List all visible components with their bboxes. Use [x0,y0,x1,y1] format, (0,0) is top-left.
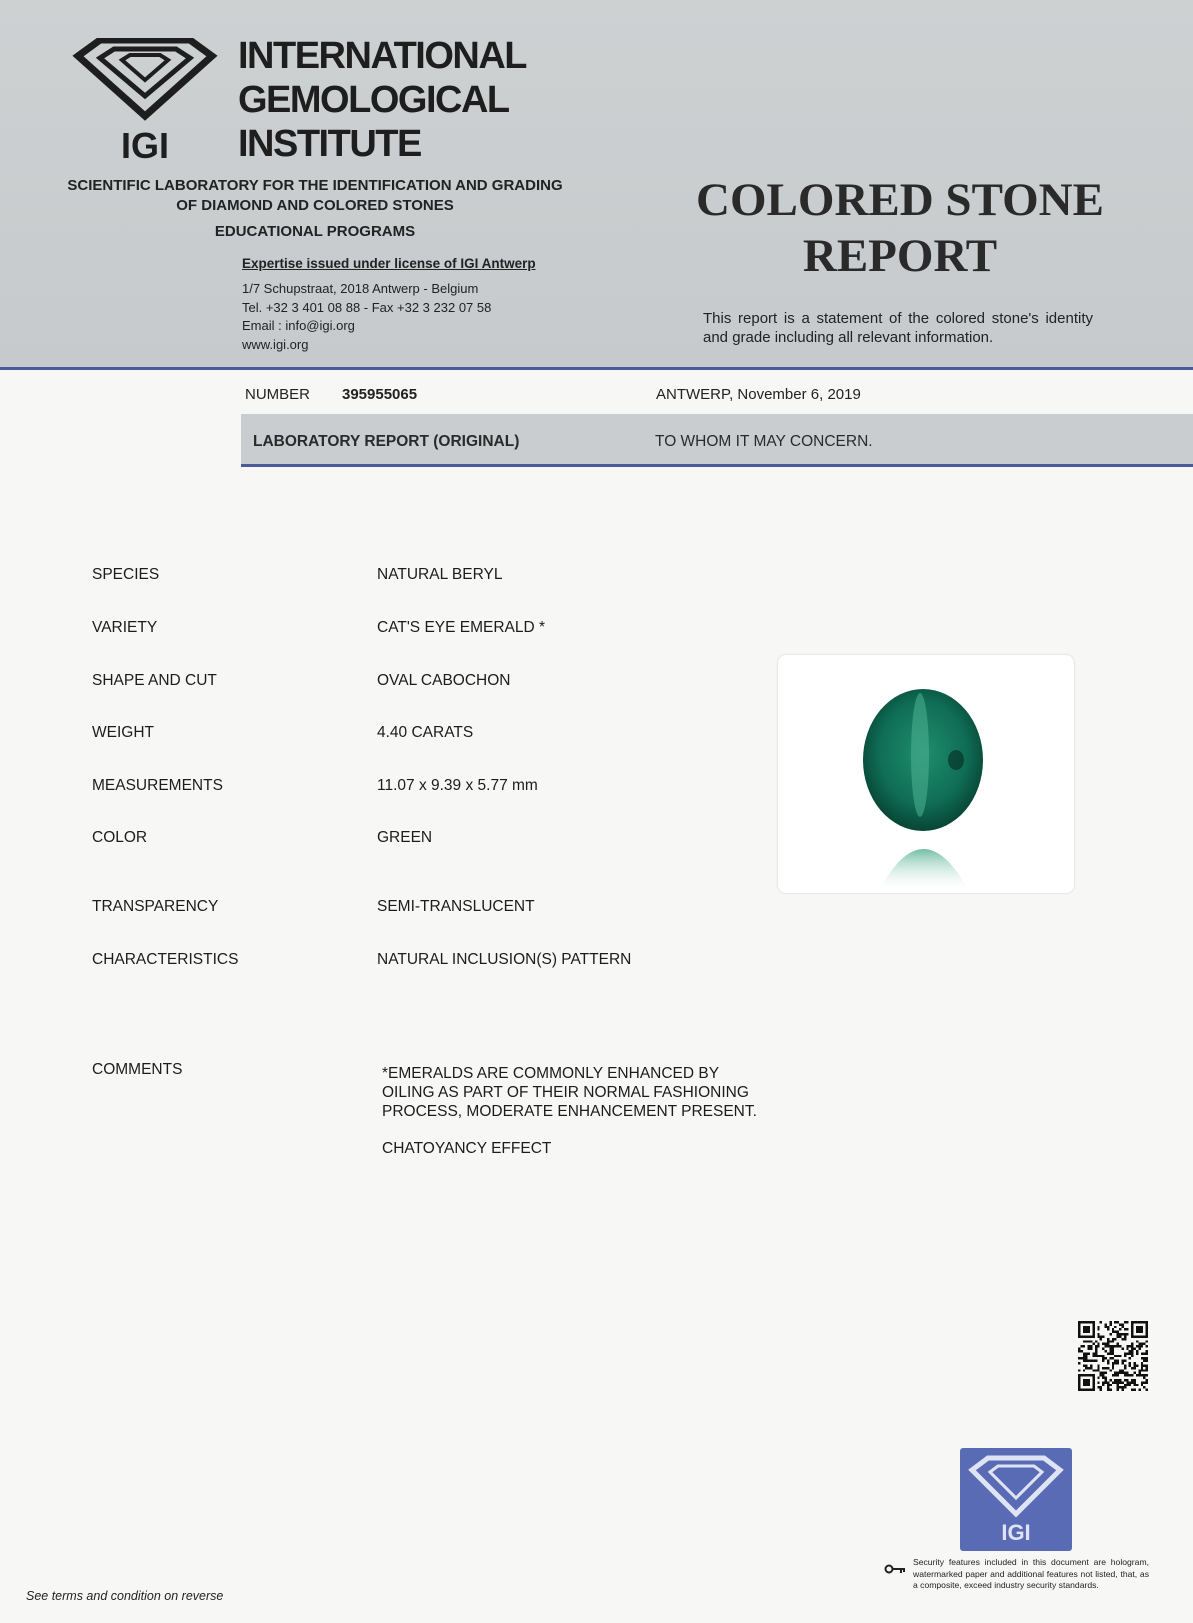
terms-note: See terms and condition on reverse [26,1589,224,1603]
lab-line: OF DIAMOND AND COLORED STONES [176,197,454,214]
address-block [242,280,491,354]
emerald-stone-icon [778,655,1074,893]
field-label-species: SPECIES [92,566,160,583]
place-date: ANTWERP, November 6, 2019 [656,386,861,403]
field-value-measurements: 11.07 x 9.39 x 5.77 mm [377,777,538,794]
comment-line: OILING AS PART OF THEIR NORMAL FASHIONING [382,1084,749,1101]
address-line: Tel. +32 3 401 08 88 - Fax +32 3 232 07 58 [242,299,492,315]
report-title-line: COLORED STONE [696,174,1104,226]
report-title [640,172,1160,284]
addressee: TO WHOM IT MAY CONCERN. [655,433,873,450]
number-label: NUMBER [245,386,311,403]
field-value-transparency: SEMI-TRANSLUCENT [377,898,535,915]
address-line: www.igi.org [242,336,309,352]
hologram-logo-text: IGI [1001,1520,1031,1545]
field-label-transparency: TRANSPARENCY [92,898,219,915]
field-label-weight: WEIGHT [92,724,154,741]
field-value-characteristics: NATURAL INCLUSION(S) PATTERN [377,951,632,968]
logo-text: IGI [120,125,170,166]
field-value-shape: OVAL CABOCHON [377,672,511,689]
security-hologram-icon [960,1448,1072,1551]
qr-code-icon [1078,1320,1148,1392]
institute-name-line: INTERNATIONAL [238,35,526,77]
igi-diamond-logo-icon [70,38,220,168]
field-value-color: GREEN [377,829,433,846]
comment-line: PROCESS, MODERATE ENHANCEMENT PRESENT. [382,1103,757,1120]
field-value-variety: CAT'S EYE EMERALD * [377,619,546,636]
comment-extra: CHATOYANCY EFFECT [382,1140,552,1157]
address-line: Email : info@igi.org [242,318,355,333]
institute-name-line: INSTITUTE [238,123,421,165]
key-icon [884,1563,906,1575]
lab-report-label: LABORATORY REPORT (ORIGINAL) [253,433,520,450]
field-label-characteristics: CHARACTERISTICS [92,951,239,968]
institute-name-line: GEMOLOGICAL [238,79,509,121]
field-value-species: NATURAL BERYL [377,566,503,583]
comment-line: *EMERALDS ARE COMMONLY ENHANCED BY [382,1065,720,1082]
educational-programs: EDUCATIONAL PROGRAMS [214,223,416,240]
security-note: Security features included in this document are hologram, watermarked paper and additional features not listed, that, as a composite, exceed industry security standards. [913,1557,1149,1590]
license-title: Expertise issued under license of IGI Antwerp [242,256,536,271]
field-label-color: COLOR [92,829,148,846]
report-description: This report is a statement of the colored stone's identity and grade including all relevant information. [703,310,1093,346]
field-value-weight: 4.40 CARATS [377,724,474,741]
comments-label: COMMENTS [92,1061,183,1078]
field-label-measurements: MEASUREMENTS [92,777,223,794]
field-label-shape: SHAPE AND CUT [92,672,217,689]
field-label-variety: VARIETY [92,619,158,636]
lab-description [40,176,590,242]
institute-name [238,34,526,166]
stone-photo-frame [778,655,1074,893]
address-line: 1/7 Schupstraat, 2018 Antwerp - Belgium [242,281,479,296]
lab-line: SCIENTIFIC LABORATORY FOR THE IDENTIFICATION AND GRADING [67,177,563,194]
report-title-line: REPORT [802,230,998,282]
header-rule [0,367,1193,370]
report-number: 395955065 [342,386,418,403]
comments-text [382,1064,757,1121]
